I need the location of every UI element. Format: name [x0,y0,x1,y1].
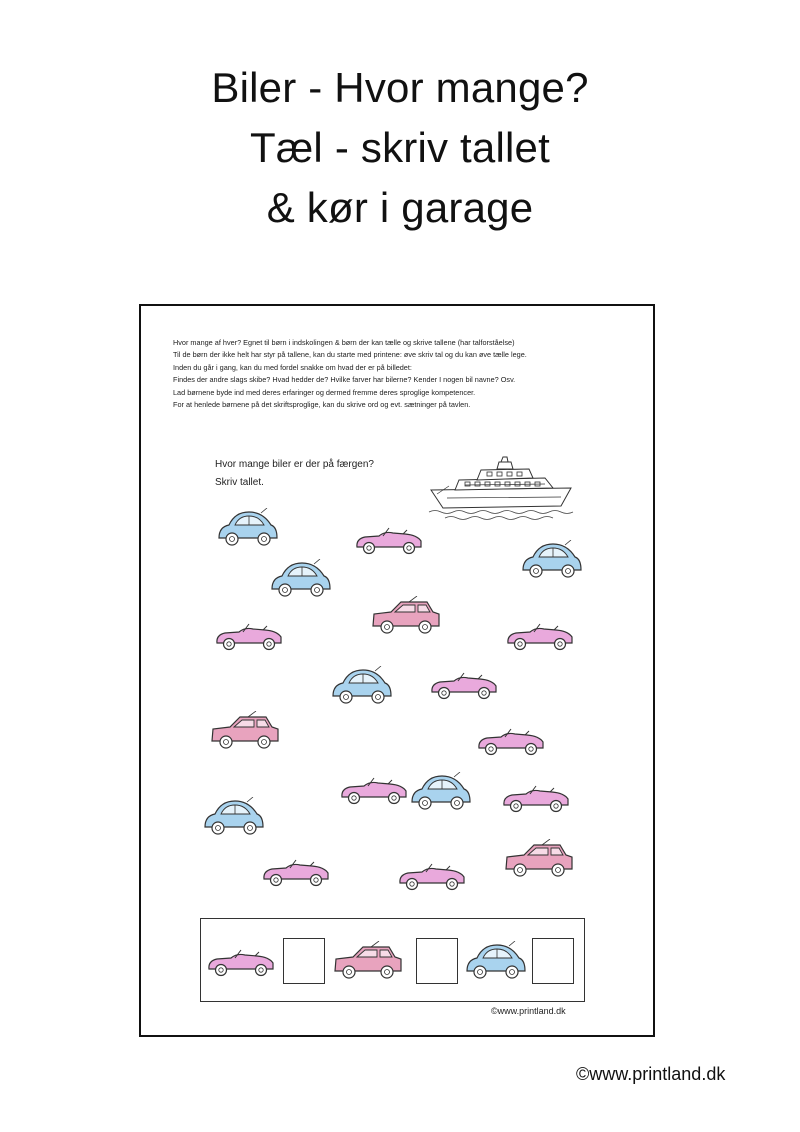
intro-line: Lad børnene byde ind med deres erfaringer og dermed fremme deres sproglige kompetencer. [173,387,476,397]
pink-convertible-car-icon [428,670,500,700]
blue-beetle-car-icon [329,666,395,706]
pink-convertible-car-icon [475,726,547,756]
red-hatchback-car-icon [208,711,282,751]
intro-line: Hvor mange af hver? Egnet til børn i indskolingen & børn der kan tælle og skrive tallene (har talforståelse) [173,338,515,347]
red-hatchback-car-icon [369,596,443,636]
intro-line: Inden du går i gang, kan du med fordel snakke om hvad der er på billedet: [173,362,412,372]
pink-convertible-car-icon [260,857,332,887]
instruction-text: Skriv tallet. [215,477,264,488]
pink-convertible-car-icon [353,525,425,555]
title-line-1: Biler - Hvor mange? [211,64,589,111]
pink-convertible-car-icon [500,783,572,813]
red-hatchback-car-icon [331,941,405,981]
pink-convertible-car-icon [213,621,285,651]
page-title [0,58,800,238]
intro-line: For at henlede børnene på det skriftsproglige, kan du skrive ord og evt. sætninger på tavlen. [173,400,471,410]
worksheet [139,304,655,1037]
blue-beetle-car-icon [519,540,585,580]
blue-beetle-car-icon [408,772,474,812]
pink-convertible-car-icon [396,861,468,891]
blue-beetle-car-icon [268,559,334,599]
answer-field-hatchback[interactable] [416,938,458,984]
answer-field-convertible[interactable] [283,938,325,984]
pink-convertible-car-icon [205,947,277,977]
ferry-illustration [425,456,578,524]
page-credit: ©www.printland.dk [576,1064,726,1084]
blue-beetle-car-icon [463,941,529,981]
pink-convertible-car-icon [504,621,576,651]
blue-beetle-car-icon [201,797,267,837]
red-hatchback-car-icon [502,839,576,879]
pink-convertible-car-icon [338,775,410,805]
worksheet-credit: ©www.printland.dk [491,1006,566,1016]
title-line-3: & kør i garage [266,184,534,231]
answer-field-beetle[interactable] [532,938,574,984]
intro-text [173,337,643,411]
question-block [215,456,374,492]
title-line-2: Tæl - skriv tallet [250,124,550,171]
intro-line: Til de børn der ikke helt har styr på tallene, kan du starte med printene: øve skriv tal og du kan øve tælle lege. [173,350,527,360]
question-text: Hvor mange biler er der på færgen? [215,459,374,470]
blue-beetle-car-icon [215,508,281,548]
garage-answer-box [200,918,585,1002]
intro-line: Findes der andre slags skibe? Hvad hedder de? Hvilke farver har bilerne? Kender I nogen bil navne? Osv. [173,375,516,385]
